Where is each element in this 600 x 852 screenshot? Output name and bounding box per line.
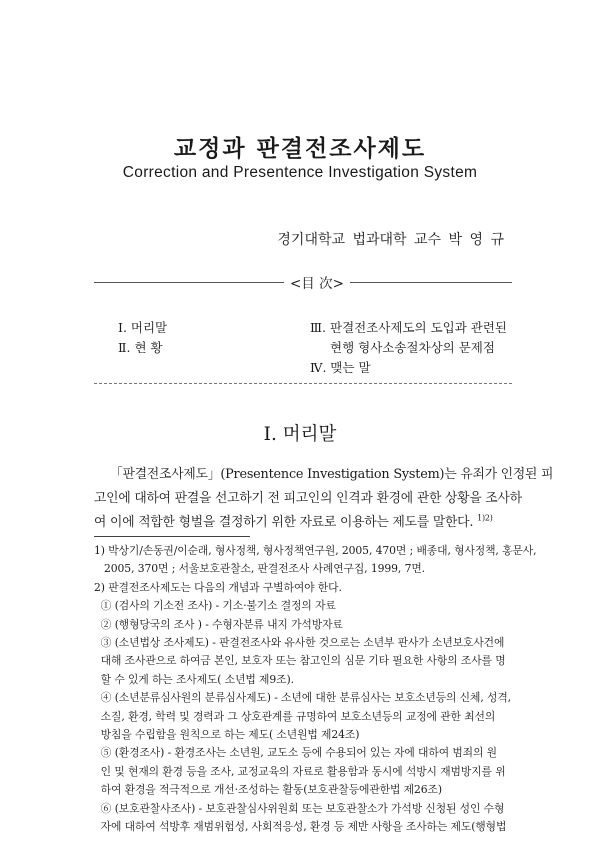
footnote-reference: 1)2)	[477, 513, 493, 523]
footnote-line: ③ (소년법상 조사제도) - 판결전조사와 유사한 것으로는 소년부 판사가 소년보호사건에	[94, 636, 505, 649]
author-line: 경기대학교 법과대학 교수 박 영 규	[277, 232, 504, 248]
footnote-line: 하여 환경을 적극적으로 개선·조성하는 활동(보호관찰등에관한법 제26조)	[94, 783, 442, 797]
toc-item: Ⅲ. 판결전조사제도의 도입과 관련된	[310, 320, 507, 335]
footnote-line: ⑥ (보호관찰사조사) - 보호관찰심사위원회 또는 보호관찰소가 가석방 신청된 성인 수형	[94, 801, 505, 815]
body-text-line	[94, 511, 493, 530]
toc-item: 현행 형사소송절차상의 문제점	[330, 340, 495, 355]
footnote-line: 1) 박상기/손동권/이순래, 형사정책, 형사정책연구원, 2005, 470면 ; 배종대, 형사정책, 홍문사,	[94, 544, 537, 557]
footnote-line: ④ (소년분류심사원의 분류심사제도) - 소년에 대한 분류심사는 보호소년등의 신체, 성격,	[94, 691, 511, 705]
toc-item: Ⅰ. 머리말	[118, 320, 168, 335]
toc-item: Ⅱ. 현 황	[118, 340, 163, 355]
paper-subtitle: Correction and Presentence Investigation System	[122, 164, 478, 181]
body-text-line: 고인에 대하여 판결을 선고하기 전 피고인의 인격과 환경에 관한 상황을 조사하	[94, 491, 522, 506]
paper-title: 교정과 판결전조사제도	[173, 135, 427, 162]
footnote-line: 방침을 수립함을 원칙으로 하는 제도( 소년원법 제24조)	[94, 728, 360, 741]
section-heading: Ⅰ. 머리말	[263, 424, 337, 445]
footnote-line: 2005, 370면 ; 서울보호관찰소, 판결전조사 사례연구집, 1999, 7면.	[94, 562, 426, 576]
footnote-line: 자에 대하여 석방후 재범위험성, 사회적응성, 환경 등 제반 사항을 조사하는 제도(행형법	[94, 820, 507, 833]
body-text: 여 이에 적합한 형벌을 결정하기 위한 자료로 이용하는 제도를 말한다.	[94, 515, 474, 530]
footnote-line: 대해 조사관으로 하여금 본인, 보호자 또는 참고인의 심문 기타 필요한 사항의 조사를 명	[94, 654, 506, 668]
footnote-line: 할 수 있게 하는 조사제도( 소년법 제9조).	[94, 672, 294, 686]
footnote-line: ⑤ (환경조사) - 환경조사는 소년원, 교도소 등에 수용되어 있는 자에 대하여 범죄의 원	[94, 746, 498, 760]
footnote-line: 2) 판결전조사제도는 다음의 개념과 구별하여야 한다.	[94, 580, 342, 594]
body-text-line: 「판결전조사제도」(Presentence Investigation System)는 유죄가 인정된 피	[110, 467, 554, 482]
footnote-line: 인 및 현재의 환경 등을 조사, 교정교육의 자료로 활용함과 동시에 석방시 재범방지를 위	[94, 764, 506, 778]
footnote-line: ① (검사의 기소전 조사) - 기소·불기소 결정의 자료	[94, 599, 336, 613]
footnote-line: 소질, 환경, 학력 및 경력과 그 상호관계를 규명하여 보호소년등의 교정에 관한 최선의	[94, 709, 496, 723]
toc-heading: <目 次>	[284, 272, 350, 292]
toc-item: Ⅳ. 맺는 말	[310, 360, 371, 375]
footnote-divider	[94, 536, 250, 537]
footnote-line: ② (행형당국의 조사 ) - 수형자분류 내지 가석방자료	[94, 617, 343, 631]
